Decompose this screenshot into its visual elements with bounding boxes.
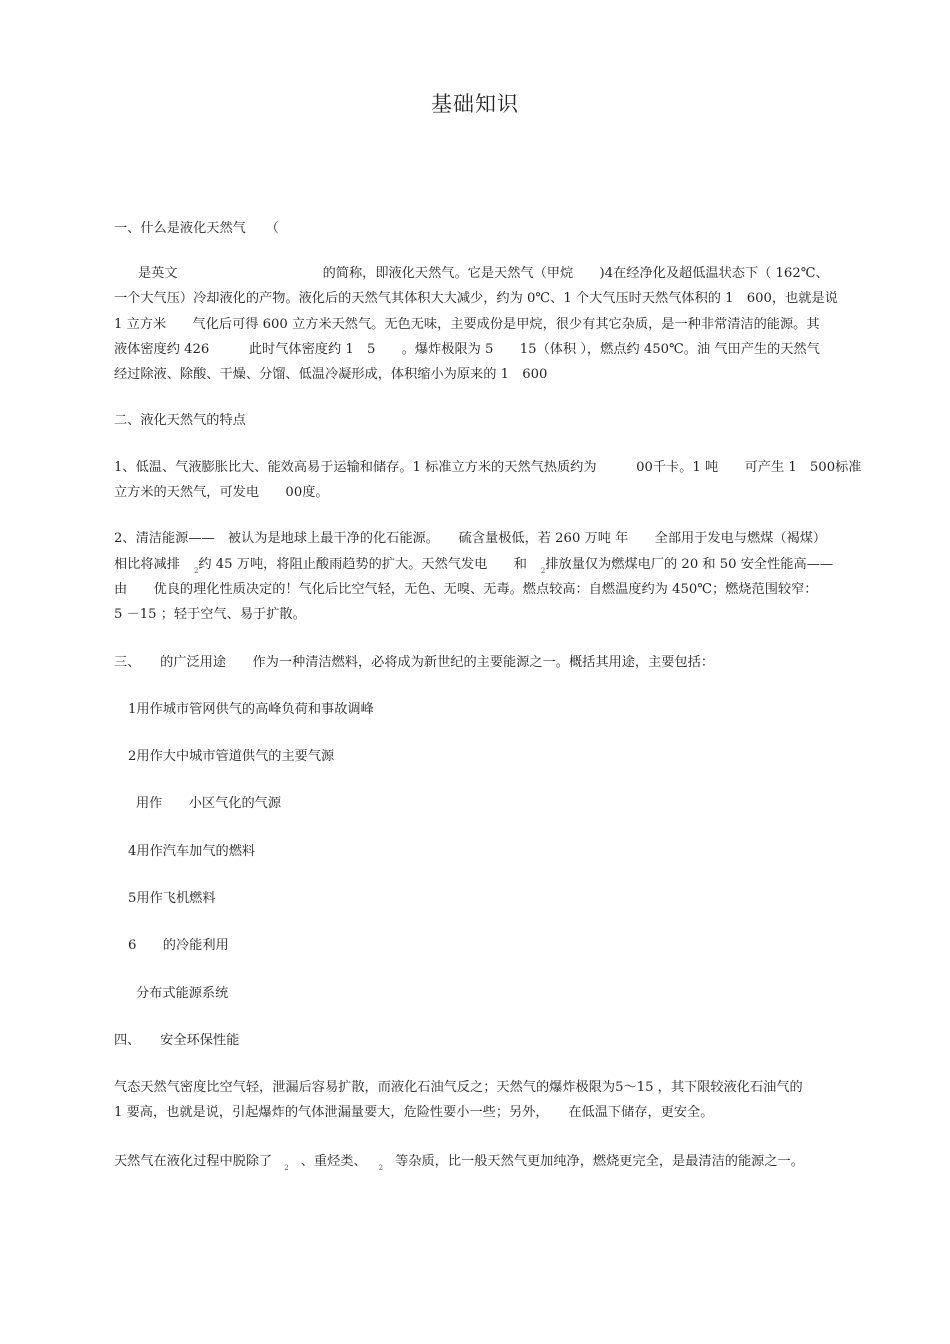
- section4-heading: 四、 安全环保性能: [114, 1033, 240, 1048]
- section1-para-line: 是英文 的简称，即液化天然气。它是天然气（甲烷 )4在经净化及超低温状态下（ 162℃、: [138, 266, 829, 281]
- usage-item: 分布式能源系统: [136, 986, 229, 1001]
- text-fragment: 排放量仅为燃煤电厂的 20 和 50 安全性能高——: [545, 557, 834, 572]
- usage-item: 5用作飞机燃料: [128, 891, 216, 906]
- text-fragment: 等杂质，比一般天然气更加纯净，燃烧更完全，是最清洁的能源之一。: [395, 1154, 804, 1169]
- subscript-mark: 2: [378, 1164, 384, 1172]
- section2-item1-line: 立方米的天然气，可发电 00度。: [114, 485, 329, 500]
- section1-para-line: 一个大气压）冷却液化的产物。液化后的天然气其体积大大减少，约为 0℃、1 个大气压时天然气体积的 1 600，也就是说: [114, 291, 838, 306]
- subscript-mark: 2: [540, 567, 546, 575]
- section4-para-line: [114, 1153, 804, 1172]
- usage-item: 2用作大中城市管道供气的主要气源: [128, 749, 335, 764]
- section2-item2-line: 由 优良的理化性质决定的！气化后比空气轻，无色、无嗅、无毒。燃点较高：自燃温度约为 450℃；燃烧范围较窄：: [114, 582, 818, 597]
- section2-item2-line: 5 －15 ；轻于空气、易于扩散。: [114, 607, 306, 622]
- section1-heading: 一、什么是液化天然气 （: [114, 221, 279, 236]
- section2-item2-line: [114, 556, 833, 575]
- section1-para-line: 1 立方米 气化后可得 600 立方米天然气。无色无味，主要成份是甲烷，很少有其它杂质，是一种非常清洁的能源。其: [114, 317, 820, 332]
- usage-item: 用作 小区气化的气源: [136, 796, 282, 811]
- text-fragment: 约 45 万吨，将阻止酸雨趋势的扩大。天然气发电 和: [198, 557, 527, 572]
- section2-item1-line: 1、低温、气液膨胀比大、能效高易于运输和储存。1 标准立方米的天然气热质约为 00千卡。1 吨 可产生 1 500标准: [114, 460, 862, 475]
- page-title: 基础知识: [431, 92, 519, 116]
- subscript-mark: 2: [284, 1164, 289, 1172]
- subscript-mark: 2: [193, 567, 199, 575]
- section2-item2-line: 2、清洁能源—— 被认为是地球上最干净的化石能源。 硫含量极低，若 260 万吨 年 全部用于发电与燃煤（褐煤）: [114, 531, 827, 546]
- text-fragment: 相比将减排: [114, 557, 180, 572]
- section1-para-line: 经过除液、除酸、干燥、分馏、低温冷凝形成，体积缩小为原来的 1 600: [114, 367, 548, 382]
- usage-item: 1用作城市管网供气的高峰负荷和事故调峰: [128, 702, 374, 717]
- section1-para-line: 液体密度约 426 此时气体密度约 1 5 。爆炸极限为 5 15（体积 ），燃点约 450℃。油 气田产生的天然气: [114, 342, 820, 357]
- section4-para-line: 气态天然气密度比空气轻，泄漏后容易扩散，而液化石油气反之；天然气的爆炸极限为5～15 ，其下限较液化石油气的: [114, 1080, 803, 1095]
- usage-item: 6 的冷能利用: [128, 938, 229, 953]
- text-fragment: 、重烃类、: [300, 1154, 367, 1169]
- section2-heading: 二、液化天然气的特点: [114, 413, 246, 428]
- usage-item: 4用作汽车加气的燃料: [128, 844, 256, 859]
- section4-para-line: 1 要高，也就是说，引起爆炸的气体泄漏量要大，危险性要小一些；另外， 在低温下储存，更安全。: [114, 1105, 714, 1120]
- text-fragment: 天然气在液化过程中脱除了: [114, 1154, 273, 1169]
- section3-heading: 三、 的广泛用途 作为一种清洁燃料，必将成为新世纪的主要能源之一。概括其用途，主要包括：: [114, 655, 715, 670]
